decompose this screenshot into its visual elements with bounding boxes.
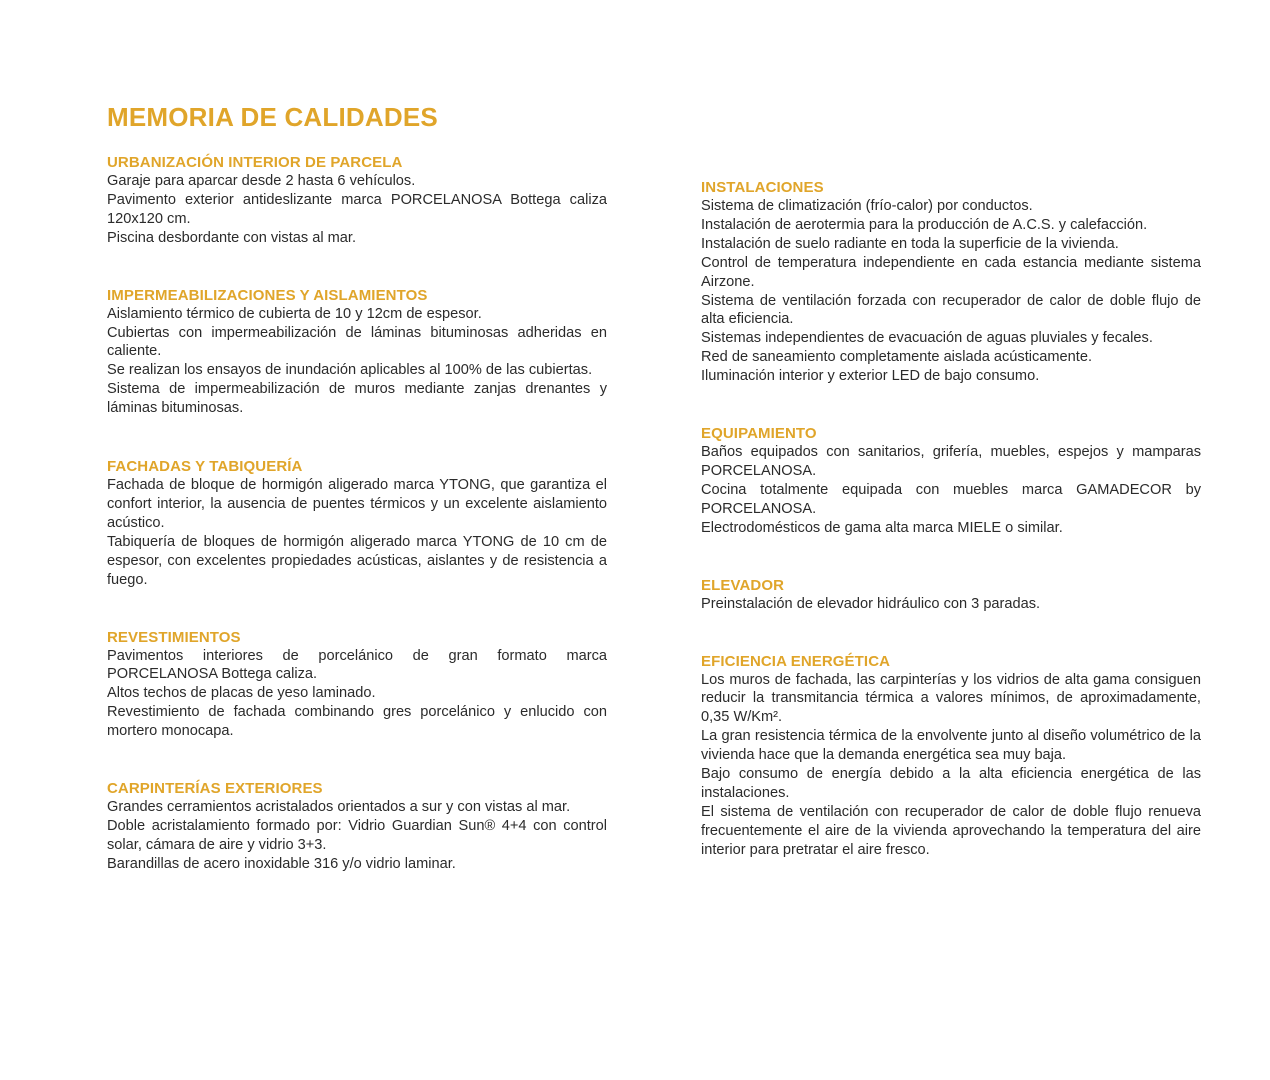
section-elevador [701,576,1201,614]
section-paragraph: Iluminación interior y exterior LED de bajo consumo. [701,368,1040,385]
section-paragraph: Piscina desbordante con vistas al mar. [107,229,357,246]
page-title: MEMORIA DE CALIDADES [107,102,438,132]
section-fachadas [107,457,607,589]
section-heading: EQUIPAMIENTO [701,425,817,443]
section-carpinterias [107,779,607,874]
section-paragraph: Sistemas independientes de evacuación de aguas pluviales y fecales. [701,330,1153,347]
section-heading: CARPINTERÍAS EXTERIORES [107,780,323,798]
section-heading: URBANIZACIÓN INTERIOR DE PARCELA [107,154,403,171]
section-paragraph: Bajo consumo de energía debido a la alta eficiencia energética de las instalaciones. [701,766,1201,801]
section-paragraph: Grandes cerramientos acristalados orientados a sur y con vistas al mar. [107,799,571,816]
section-paragraph: Altos techos de placas de yeso laminado. [107,685,376,702]
section-paragraph: Baños equipados con sanitarios, grifería, muebles, espejos y mamparas PORCELANOSA. [701,444,1201,479]
section-paragraph: Garaje para aparcar desde 2 hasta 6 vehículos. [107,173,416,189]
section-paragraph: Control de temperatura independiente en cada estancia mediante sistema Airzone. [701,254,1201,290]
section-paragraph: Tabiquería de bloques de hormigón aligerado marca YTONG de 10 cm de espesor, con excelentes propiedades acústicas, aislantes y de resistencia a fuego. [107,533,607,588]
section-equipamiento [701,424,1201,538]
section-eficiencia [701,652,1201,860]
section-paragraph: El sistema de ventilación con recuperador de calor de doble flujo renueva frecuentemente el aire de la vivienda aprovechando la temperatura del aire interior para pretratar el aire fresco. [701,803,1201,858]
section-paragraph: Preinstalación de elevador hidráulico con 3 paradas. [701,595,1041,612]
section-revestimientos [107,628,607,742]
section-instalaciones [701,178,1201,386]
section-paragraph: Aislamiento térmico de cubierta de 10 y 12cm de espesor. [107,305,482,322]
section-heading: ELEVADOR [701,576,785,594]
section-paragraph: Barandillas de acero inoxidable 316 y/o vidrio laminar. [107,855,456,872]
section-paragraph: Sistema de impermeabilización de muros mediante zanjas drenantes y láminas bituminosas. [107,381,607,417]
section-paragraph: Pavimentos interiores de porcelánico de gran formato marca PORCELANOSA Bottega caliza. [107,647,607,683]
section-paragraph: Instalación de aerotermia para la producción de A.C.S. y calefacción. [701,216,1148,233]
section-paragraph: Cubiertas con impermeabilización de láminas bituminosas adheridas en caliente. [107,324,607,360]
right-column [701,178,1201,860]
section-paragraph: Red de saneamiento completamente aislada acústicamente. [701,349,1093,366]
section-paragraph: Doble acristalamiento formado por: Vidrio Guardian Sun® 4+4 con control solar, cámara de aire y vidrio 3+3. [107,817,607,853]
section-heading: REVESTIMIENTOS [107,628,241,646]
section-urbanizacion [107,153,607,248]
section-heading: INSTALACIONES [701,179,824,196]
section-paragraph: Los muros de fachada, las carpinterías y los vidrios de alta gama consiguen reducir la transmitancia térmica a valores mínimos, de aproximadamente, 0,35 W/Km². [701,671,1201,726]
section-paragraph: Fachada de bloque de hormigón aligerado marca YTONG, que garantiza el confort interior, la ausencia de puentes térmicos y un excelente aislamiento acústico. [107,477,607,531]
section-paragraph: Sistema de ventilación forzada con recuperador de calor de doble flujo de alta eficiencia. [701,292,1201,328]
section-heading: FACHADAS Y TABIQUERÍA [107,458,303,476]
section-paragraph: Electrodomésticos de gama alta marca MIELE o similar. [701,519,1063,536]
section-heading: EFICIENCIA ENERGÉTICA [701,652,891,670]
section-paragraph: La gran resistencia térmica de la envolvente junto al diseño volumétrico de la vivienda hace que la demanda energética sea muy baja. [701,728,1201,764]
section-impermeabilizaciones [107,286,607,418]
section-paragraph: Revestimiento de fachada combinando gres porcelánico y enlucido con mortero monocapa. [107,704,607,740]
section-paragraph: Cocina totalmente equipada con muebles marca GAMADECOR by PORCELANOSA. [701,481,1201,517]
section-paragraph: Sistema de climatización (frío-calor) por conductos. [701,198,1033,214]
section-paragraph: Pavimento exterior antideslizante marca PORCELANOSA Bottega caliza 120x120 cm. [107,191,607,227]
section-heading: IMPERMEABILIZACIONES Y AISLAMIENTOS [107,286,428,304]
section-paragraph: Instalación de suelo radiante en toda la superficie de la vivienda. [701,235,1119,252]
section-paragraph: Se realizan los ensayos de inundación aplicables al 100% de las cubiertas. [107,362,593,379]
left-column [107,153,607,874]
